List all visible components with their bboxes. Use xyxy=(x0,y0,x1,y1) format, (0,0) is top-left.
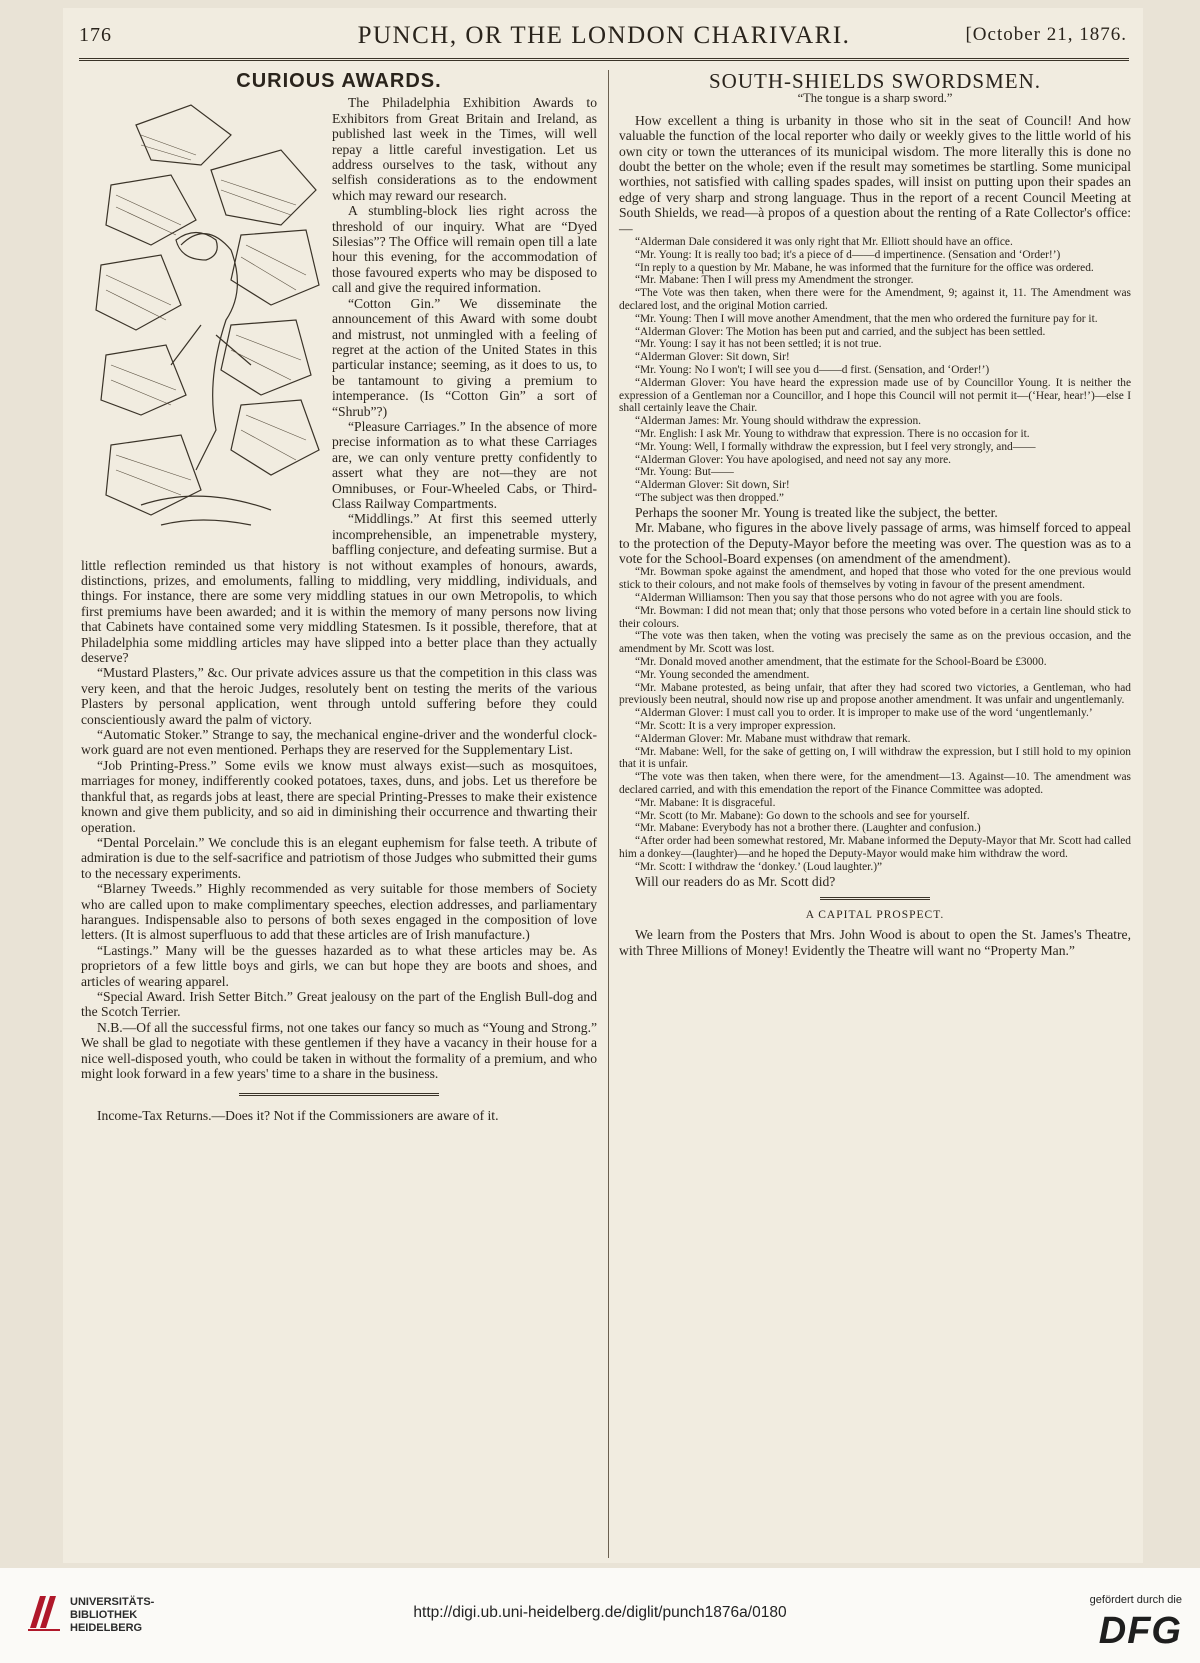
report-line: “Alderman Glover: Sit down, Sir! xyxy=(635,479,790,492)
income-tax-note: Income-Tax Returns.—Does it? Not if the Commissioners are aware of it. xyxy=(97,1108,499,1124)
report-line: “Mr. Scott (to Mr. Mabane): Go down to the schools and see for yourself. xyxy=(635,809,970,822)
report-line: “Alderman Glover: Sit down, Sir! xyxy=(635,351,790,364)
cartoon-illustration xyxy=(81,95,324,540)
report-line: “Alderman Glover: You have heard the expression made use of by Councillor Young. It is neither the expression of a Gentleman nor a Councillor, and I hope this Council will not permit it—(‘Hear, hear!’)—else I shall certainly leave the Chair. xyxy=(619,376,1131,415)
running-header xyxy=(79,20,1129,61)
report-line: “Alderman Glover: Mr. Mabane must withdraw that remark. xyxy=(635,732,911,745)
closing-question: Will our readers do as Mr. Scott did? xyxy=(635,873,836,889)
report-line: “Mr. Mabane: Well, for the sake of getting on, I will withdraw the expression, but I still hold to my opinion that it is unfair. xyxy=(619,745,1131,771)
report-line: “Mr. Young: It is really too bad; it's a piece of d——d impertinence. (Sensation and ‘Order!’) xyxy=(635,248,1061,261)
report-line: “Alderman Glover: You have apologised, and need not say any more. xyxy=(635,453,952,466)
report-line: “Alderman Glover: I must call you to order. It is improper to make use of the word ‘ungentlemanly.’ xyxy=(635,707,1093,720)
column-divider xyxy=(608,70,609,1558)
page-sheet xyxy=(63,8,1143,1563)
university-name: UNIVERSITÄTS- BIBLIOTHEK HEIDELBERG xyxy=(70,1596,155,1634)
paragraph: “Blarney Tweeds.” Highly recommended as very suitable for those members of Society who are called upon to make complimentary speeches, election addresses, and parliamentary harangues. Indispensable also to persons of both sexes engaged in the composition of love letters. (It is almost superfluous to add that these articles are of Irish manufacture.) xyxy=(81,881,597,943)
report-line: “Mr. Mabane protested, as being unfair, that after they had scored two victories, a Gentleman, who had previously been neutral, should now rise up and propose another amendment. It was unfair and ungentlemanly. xyxy=(619,681,1131,707)
report-line: “Mr. Young: No I won't; I will see you d——d first. (Sensation, and ‘Order!’) xyxy=(635,364,990,377)
paragraph: “Automatic Stoker.” Strange to say, the mechanical engine-driver and the wonderful clock-work guard are not even mentioned. Perhaps they are reserved for the Supplementary List. xyxy=(81,727,597,758)
publication-title: PUNCH, OR THE LONDON CHARIVARI. xyxy=(357,22,851,49)
report-line: “Mr. Scott: It is a very improper expression. xyxy=(635,719,836,732)
report-line: “Alderman Dale considered it was only right that Mr. Elliott should have an office. xyxy=(635,236,1013,249)
dfg-logo: DFG xyxy=(1098,1610,1182,1652)
report-line: “Mr. English: I ask Mr. Young to withdraw that expression. There is no occasion for it. xyxy=(635,428,1030,441)
right-column xyxy=(619,70,1131,958)
paragraph: How excellent a thing is urbanity in those who sit in the seat of Council! And how valuable the function of the local reporter who daily or weekly gives to the little world of his own city or town the utterances of its municipal wisdom. The more literally this is done no doubt the better on the whole; even if the result may sometimes be startling. Some municipal worthies, not satisfied with calling spades spades, will insist on putting upon their spades an edge of very sharp and strong language. Thus in the report of a recent Council Meeting at South Shields, we read—à propos of a question about the renting of a Rate Collector's office:— xyxy=(619,112,1131,236)
source-url-link[interactable]: http://digi.ub.uni-heidelberg.de/diglit/punch1876a/0180 xyxy=(413,1604,787,1621)
paragraph: “Lastings.” Many will be the guesses hazarded as to what these articles may be. As proprietors of a few little boys and girls, we can but hope they are boots and shoes, and articles of wearing apparel. xyxy=(81,942,597,989)
report-line: “Alderman Glover: The Motion has been put and carried, and the subject has been settled. xyxy=(635,325,1046,338)
report-line: “Mr. Young: Then I will move another Amendment, that the men who ordered the furniture pay for it. xyxy=(635,312,1098,325)
digitization-footer xyxy=(0,1568,1200,1663)
paragraph: The Philadelphia Exhibition Awards to Exhibitors from Great Britain and Ireland, as published last week in the Times, will well repay a little careful investigation. Let us address ourselves to the task, without any selfish considerations as to the endowment which may reward our research. xyxy=(332,95,597,203)
report-line: “In reply to a question by Mr. Mabane, he was informed that the furniture for the office was ordered. xyxy=(635,261,1094,274)
section-rule xyxy=(239,1093,439,1096)
paragraph: “Pleasure Carriages.” In the absence of more precise information as to what these Carriages are, we can only venture pretty confidently to assert what they are not—they are not Omnibuses, or Four-Wheeled Cabs, or Third-Class Railway Compartments. xyxy=(332,418,597,511)
article-heading-south-shields: SOUTH-SHIELDS SWORDSMEN. xyxy=(708,69,1042,93)
section-rule xyxy=(820,897,930,900)
report-line: “Mr. Young: But—— xyxy=(635,466,734,479)
paragraph: “Middlings.” At first this seemed utterly incomprehensible, an impenetrable mystery, baffling conjecture, and defeating surmise. But a little reflection reminded us that history is not without examples of honours, awards, distinctions, prizes, and emoluments, falling to middling, very middling, individuals, and things. For instance, there are some very middling statues in our own Metropolis, to which first premiums have been awarded; and it is within the memory of many persons now living that Cabinets have contained some very middling Statesmen. Is it possible, therefore, that at Philadelphia some middling articles may have slipped into a better place than they actually deserve? xyxy=(81,511,597,666)
report-line: “Mr. Mabane: Then I will press my Amendment the stronger. xyxy=(635,274,914,287)
paragraph: “Cotton Gin.” We disseminate the announcement of this Award with some doubt and mistrust, not unmingled with a feeling of regret at the action of the United States in this particular instance; seeming, as it does to us, to be tantamount to giving a premium to intemperance. (Is “Cotton Gin” a sort of “Shrub”?) xyxy=(332,295,597,419)
issue-date: [October 21, 1876. xyxy=(965,24,1127,45)
report-line: “Alderman Williamson: Then you say that those persons who do not agree with you are fools. xyxy=(635,592,1063,605)
report-line: “Mr. Scott: I withdraw the ‘donkey.’ (Loud laughter.)” xyxy=(635,860,883,873)
paragraph: N.B.—Of all the successful firms, not one takes our fancy so much as “Young and Strong.” We shall be glad to negotiate with these gentlemen if they have a vacancy in their house for a nice well-disposed youth, who could be taken in without the formality of a premium, and who might look forward in a few years' time to a share in the business. xyxy=(81,1019,597,1081)
paragraph: Mr. Mabane, who figures in the above lively passage of arms, was himself forced to appeal to the protection of the Deputy-Mayor before the meeting was over. The question was as to a vote for the School-Board expenses (on amendment of the amendment). xyxy=(619,520,1131,567)
paragraph: A stumbling-block lies right across the threshold of our inquiry. What are “Dyed Silesias”? The Office will remain open till a late hour this evening, for the accommodation of those favoured experts who may be disposed to call and give the required information. xyxy=(332,203,597,296)
funding-note: gefördert durch die xyxy=(1089,1594,1182,1606)
report-line: “Mr. Mabane: It is disgraceful. xyxy=(635,796,776,809)
report-line: “Mr. Donald moved another amendment, that the estimate for the School-Board be £3000. xyxy=(635,656,1047,668)
report-line: “The subject was then dropped.” xyxy=(635,492,784,504)
paragraph: “Mustard Plasters,” &c. Our private advices assure us that the competition in this class was very keen, and that the heroic Judges, resolutely bent on testing the merits of the various Plasters by personal application, went through untold suffering before they could conscientiously award the palm of victory. xyxy=(81,665,597,727)
report-line: “Mr. Bowman: I did not mean that; only that those persons who voted before in a certain line should stick to their colours. xyxy=(619,604,1131,630)
report-line: “Alderman James: Mr. Young should withdraw the expression. xyxy=(635,415,921,428)
report-line: “Mr. Young seconded the amendment. xyxy=(635,668,810,681)
report-line: “The vote was then taken, when there were, for the amendment—13. Against—10. The amendment was declared carried, and with this emendation the report of the Finance Committee was adopted. xyxy=(619,771,1131,796)
sub-heading-capital-prospect: A CAPITAL PROSPECT. xyxy=(805,908,945,921)
report-line: “After order had been somewhat restored, Mr. Mabane informed the Deputy-Mayor that Mr. Scott had called him a donkey—(laughter)—and he hoped the Deputy-Mayor would make him withdraw the word. xyxy=(619,835,1131,860)
report-line: “The Vote was then taken, when there were for the Amendment, 9; against it, 11. The Amendment was declared lost, and the original Motion carried. xyxy=(619,287,1131,313)
paragraph: “Dental Porcelain.” We conclude this is an elegant euphemism for false teeth. A tribute of admiration is due to the self-sacrifice and patriotism of those Judges who submitted their gums to the necessary experiments. xyxy=(81,834,597,881)
article-heading-curious-awards: CURIOUS AWARDS. xyxy=(236,70,442,92)
paragraph: “Job Printing-Press.” Some evils we know must always exist—such as mosquitoes, marriages for money, indifferently cooked potatoes, taxes, duns, and jobs. Let us therefore be thankful that, as regards jobs at least, there are special Printing-Presses to make their existence known and give them publicity, and so aid in diminishing their occurrence and thwarting their operation. xyxy=(81,757,597,835)
motto: “The tongue is a sharp sword.” xyxy=(797,91,953,106)
paragraph: We learn from the Posters that Mrs. John Wood is about to open the St. James's Theatre, with Three Millions of Money! Evidently the Theatre will want no “Property Man.” xyxy=(619,927,1131,958)
left-column xyxy=(81,70,597,1124)
report-line: “Mr. Young: I say it has not been settled; it is not true. xyxy=(635,338,882,351)
report-line: “Mr. Mabane: Everybody has not a brother there. (Laughter and confusion.) xyxy=(635,822,981,835)
report-line: “Mr. Young: Well, I formally withdraw the expression, but I feel very strongly, and—— xyxy=(635,440,1036,453)
paragraph: “Special Award. Irish Setter Bitch.” Great jealousy on the part of the English Bull-dog and the Scotch Terrier. xyxy=(81,988,597,1020)
page-number: 176 xyxy=(79,24,112,46)
report-line: “Mr. Bowman spoke against the amendment, and hoped that those who voted for the one previous would stick to their colours, and not make fools of themselves by voting in favour of the present amendment. xyxy=(619,566,1131,592)
report-line: “The vote was then taken, when the voting was precisely the same as on the previous occasion, and the amendment by Mr. Scott was lost. xyxy=(619,630,1131,656)
paragraph: Perhaps the sooner Mr. Young is treated like the subject, the better. xyxy=(635,504,998,520)
